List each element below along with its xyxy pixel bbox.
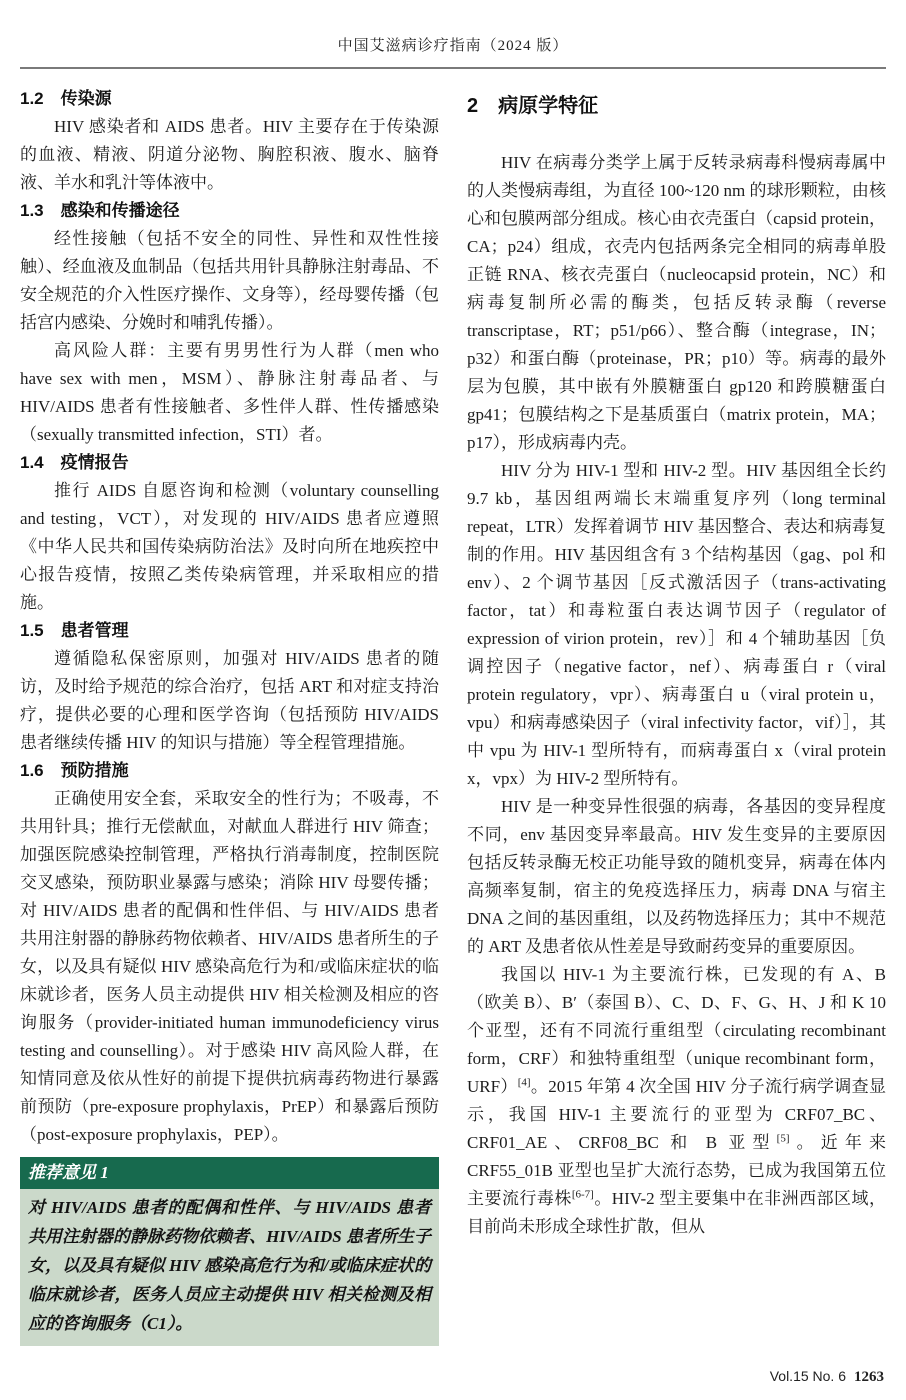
recommendation-box-title: 推荐意见 1 [20, 1157, 439, 1189]
recommendation-box [20, 1157, 439, 1346]
section-heading-1-4: 1.4 疫情报告 [20, 453, 129, 472]
section-heading-2: 2 病原学特征 [467, 95, 599, 117]
paragraph [467, 961, 886, 1241]
section-heading-1-3: 1.3 感染和传播途径 [20, 201, 180, 220]
paragraph-text: 。HIV-2 型主要集中在非洲西部区域，目前尚未形成全球性扩散，但从 [467, 1189, 886, 1236]
running-head-title: 中国艾滋病诊疗指南（2024 版） [337, 38, 569, 54]
paragraph: HIV 感染者和 AIDS 患者。HIV 主要存在于传染源的血液、精液、阴道分泌物、胸腔积液、腹水、脑脊液、羊水和乳汁等体液中。 [20, 117, 439, 192]
right-column [467, 85, 886, 1346]
section-heading-1-5: 1.5 患者管理 [20, 621, 129, 640]
page-number: 1263 [854, 1369, 884, 1385]
page-footer [770, 1368, 884, 1386]
paragraph: HIV 是一种变异性很强的病毒，各基因的变异程度不同，env 基因变异率最高。HIV 发生变异的主要原因包括反转录酶无校正功能导致的随机变异，病毒在体内高频率复制，宿主的免疫选择压力，病毒 DNA 与宿主 DNA 之间的基因重组，以及药物选择压力；其中不规范的 ART 及患者依从性差是导致耐药变异的重要原因。 [467, 797, 886, 956]
paragraph-text: 。2015 年第 4 次全国 HIV 分子流行病学调查显示，我国 HIV-1 主要流行的亚型为 CRF07_BC、CRF01_AE、CRF08_BC 和 B 亚型 [467, 1077, 886, 1152]
paragraph: 高风险人群：主要有男男性行为人群（men who have sex with men，MSM）、静脉注射毒品者、与 HIV/AIDS 患者有性接触者、多性伴人群、性传播感染（sexually transmitted infection，STI）者。 [20, 341, 439, 444]
journal-volume-issue: Vol.15 No. 6 [769, 1368, 846, 1384]
section-heading-1-2: 1.2 传染源 [20, 89, 112, 108]
paragraph-text: 我国以 HIV-1 为主要流行株，已发现的有 A、B（欧美 B）、B′（泰国 B）、C、D、F、G、H、J 和 K 10 个亚型，还有不同流行重组型（circulating recombinant form，CRF）和独特重组型（unique recombinant form，URF） [467, 965, 886, 1096]
paragraph-text: 。近年来 CRF55_01B 亚型也呈扩大流行态势，已成为我国第五位主要流行毒株 [467, 1133, 886, 1208]
two-column-body [20, 85, 886, 1346]
section-heading-1-6: 1.6 预防措施 [20, 761, 129, 780]
page-header [20, 34, 886, 69]
paragraph: 推行 AIDS 自愿咨询和检测（voluntary counselling and testing，VCT），对发现的 HIV/AIDS 患者应遵照《中华人民共和国传染病防治法》及时向所在地疾控中心报告疫情，按照乙类传染病管理，并采取相应的措施。 [20, 481, 439, 612]
reference-marker: [4] [517, 1076, 531, 1089]
reference-marker: [5] [776, 1132, 790, 1145]
reference-marker: [6-7] [571, 1188, 594, 1201]
recommendation-box-body: 对 HIV/AIDS 患者的配偶和性伴、与 HIV/AIDS 患者共用注射器的静脉药物依赖者、HIV/AIDS 患者所生子女，以及具有疑似 HIV 感染高危行为和/或临床症状的临床就诊者，医务人员应主动提供 HIV 相关检测及相应的咨询服务（C1）。 [20, 1189, 439, 1346]
paragraph: 经性接触（包括不安全的同性、异性和双性性接触）、经血液及血制品（包括共用针具静脉注射毒品、不安全规范的介入性医疗操作、文身等），经母婴传播（包括宫内感染、分娩时和哺乳传播）。 [20, 229, 439, 332]
paragraph: HIV 在病毒分类学上属于反转录病毒科慢病毒属中的人类慢病毒组，为直径 100~120 nm 的球形颗粒，由核心和包膜两部分组成。核心由衣壳蛋白（capsid protein，CA；p24）组成，衣壳内包括两条完全相同的病毒单股正链 RNA、核衣壳蛋白（nucleocapsid protein，NC）和病毒复制所必需的酶类，包括反转录酶（reverse transcriptase，RT；p51/p66）、整合酶（integrase，IN；p32）和蛋白酶（proteinase，PR；p10）等。病毒的最外层为包膜，其中嵌有外膜糖蛋白 gp120 和跨膜糖蛋白 gp41；包膜结构之下是基质蛋白（matrix protein，MA；p17），形成病毒内壳。 [467, 153, 886, 452]
paragraph: 遵循隐私保密原则，加强对 HIV/AIDS 患者的随访，及时给予规范的综合治疗，包括 ART 和对症支持治疗，提供必要的心理和医学咨询（包括预防 HIV/AIDS 患者继续传播 HIV 的知识与措施）等全程管理措施。 [20, 649, 439, 752]
paragraph: 正确使用安全套，采取安全的性行为；不吸毒，不共用针具；推行无偿献血，对献血人群进行 HIV 筛查；加强医院感染控制管理，严格执行消毒制度，控制医院交叉感染，预防职业暴露与感染；消除 HIV 母婴传播；对 HIV/AIDS 患者的配偶和性伴侣、与 HIV/AIDS 患者共用注射器的静脉药物依赖者、HIV/AIDS 患者所生的子女，以及具有疑似 HIV 感染高危行为和/或临床症状的临床就诊者，医务人员主动提供 HIV 相关检测及相应的咨询服务（provider-initiated human immunodeficiency virus testing and counselling）。对于感染 HIV 高风险人群，在知情同意及依从性好的前提下提供抗病毒药物进行暴露前预防（pre-exposure prophylaxis，PrEP）和暴露后预防（post-exposure prophylaxis，PEP）。 [20, 789, 439, 1144]
left-column [20, 85, 439, 1346]
header-divider [20, 67, 886, 69]
paragraph: HIV 分为 HIV-1 型和 HIV-2 型。HIV 基因组全长约 9.7 kb，基因组两端长末端重复序列（long terminal repeat，LTR）发挥着调节 HIV 基因整合、表达和病毒复制的作用。HIV 基因组含有 3 个结构基因（gag、pol 和 env）、2 个调节基因［反式激活因子（trans-activating factor，tat）和毒粒蛋白表达调节因子（regulator of expression of virion protein，rev）］和 4 个辅助基因［负调控因子（negative factor，nef）、病毒蛋白 r（viral protein regulatory，vpr）、病毒蛋白 u（viral protein u，vpu）和病毒感染因子（viral infectivity factor，vif）］，其中 vpu 为 HIV-1 型所特有，而病毒蛋白 x（viral protein x，vpx）为 HIV-2 型所特有。 [467, 461, 886, 788]
